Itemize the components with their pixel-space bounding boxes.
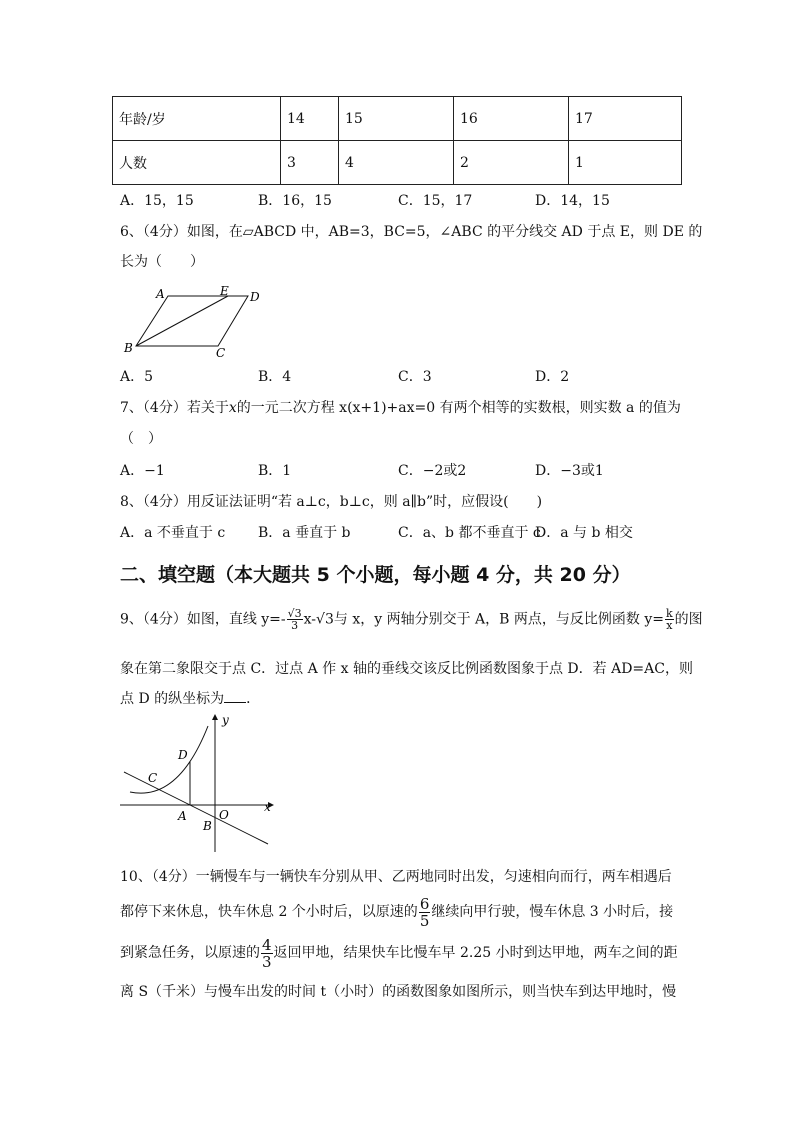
q7-option-c: C．−2或2 xyxy=(398,463,467,479)
q7-option-d: D．−3或1 xyxy=(535,463,604,479)
coordinate-graph-figure xyxy=(118,712,278,854)
q10-text-line4: 离 S（千米）与慢车出发的时间 t（小时）的函数图象如图所示，则当快车到达甲地时，慢 xyxy=(120,984,677,1000)
straight-line xyxy=(124,772,268,844)
table-row xyxy=(113,141,682,185)
table-row xyxy=(113,97,682,141)
fraction-6-over-5: $\frac{6}{5}$ xyxy=(419,894,430,930)
table-cell: 17 xyxy=(569,97,682,141)
q6-option-d: D．2 xyxy=(535,369,570,385)
q9-text-line1: 9、（4分）如图，直线 y=- $\frac{√3}{3}$ x-√3与 x，y 两轴分别交于 A，B 两点，与反比例函数 y= $\frac{k}{x}$ 的图 xyxy=(120,607,703,632)
q10-text-line3: 到紧急任务，以原速的 $\frac{4}{3}$ 返回甲地，结果快车比慢车早 2.25 小时到达甲地，两车之间的距 xyxy=(120,935,678,971)
table-cell: 2 xyxy=(454,141,569,185)
label-b: B xyxy=(124,341,133,355)
q5-option-b: B．16，15 xyxy=(258,193,332,209)
q10-text-line2: 都停下来休息，快车休息 2 个小时后，以原速的 $\frac{6}{5}$ 继续向甲行驶，慢车休息 3 小时后，接 xyxy=(120,894,674,930)
table-cell: 1 xyxy=(569,141,682,185)
q7-text-line2: （ ） xyxy=(120,431,162,447)
label-y: y xyxy=(222,713,229,727)
age-table xyxy=(112,96,682,185)
label-o: O xyxy=(219,808,229,822)
label-c: C xyxy=(148,771,158,785)
q7-option-a: A．−1 xyxy=(120,463,165,479)
fraction-sqrt3-over-3: $\frac{√3}{3}$ xyxy=(287,607,302,632)
label-d: D xyxy=(178,748,188,762)
section-2-title: 二、填空题（本大题共 5 个小题，每小题 4 分，共 20 分） xyxy=(120,564,631,586)
q8-option-c: C．a、b 都不垂直于 c xyxy=(398,525,541,541)
label-a: A xyxy=(156,287,165,301)
table-cell: 3 xyxy=(281,141,339,185)
table-header-age: 年龄/岁 xyxy=(113,97,281,141)
label-c: C xyxy=(216,346,226,360)
fraction-k-over-x: $\frac{k}{x}$ xyxy=(665,607,673,632)
q6-text-line2: 长为（ ） xyxy=(120,254,204,270)
q8-text-line1: 8、（4分）用反证法证明“若 a⊥c，b⊥c，则 a∥b”时，应假设( ) xyxy=(120,494,543,510)
table-cell: 14 xyxy=(281,97,339,141)
label-d: D xyxy=(250,290,260,304)
answer-blank xyxy=(224,690,246,703)
angle-bisector-line xyxy=(136,296,228,346)
q9-text-line3: 点 D 的纵坐标为 ． xyxy=(120,691,261,707)
label-x: x xyxy=(264,800,271,814)
q5-option-c: C．15，17 xyxy=(398,193,473,209)
table-header-count: 人数 xyxy=(113,141,281,185)
q5-option-d: D．14，15 xyxy=(535,193,610,209)
parallelogram-figure xyxy=(118,286,268,361)
q8-option-b: B．a 垂直于 b xyxy=(258,525,351,541)
fraction-4-over-3: $\frac{4}{3}$ xyxy=(262,935,272,971)
q7-option-b: B．1 xyxy=(258,463,292,479)
table-cell: 4 xyxy=(339,141,454,185)
q5-option-a: A．15，15 xyxy=(120,193,194,209)
hyperbola-curve xyxy=(130,726,208,793)
table-cell: 15 xyxy=(339,97,454,141)
q7-text-line1: 7、（4分）若关于x的一元二次方程 x(x+1)+ax=0 有两个相等的实数根，则实数 a 的值为 xyxy=(120,400,681,416)
label-a: A xyxy=(178,809,187,823)
parallelogram-shape xyxy=(136,296,248,346)
q6-option-c: C．3 xyxy=(398,369,432,385)
q9-text-line2: 象在第二象限交于点 C．过点 A 作 x 轴的垂线交该反比例函数图象于点 D．若 AD=AC，则 xyxy=(120,661,693,677)
y-axis-arrow xyxy=(212,714,218,720)
label-e: E xyxy=(220,286,229,298)
q6-option-a: A．5 xyxy=(120,369,154,385)
label-b: B xyxy=(203,819,212,833)
q6-option-b: B．4 xyxy=(258,369,292,385)
q8-option-d: D．a 与 b 相交 xyxy=(535,525,633,541)
q10-text-line1: 10、（4分）一辆慢车与一辆快车分别从甲、乙两地同时出发，匀速相向而行，两车相遇后 xyxy=(120,869,672,885)
q8-option-a: A．a 不垂直于 c xyxy=(120,525,226,541)
table-cell: 16 xyxy=(454,97,569,141)
q6-text-line1: 6、（4分）如图，在▱ABCD 中，AB=3，BC=5，∠ABC 的平分线交 AD 于点 E，则 DE 的 xyxy=(120,224,703,240)
